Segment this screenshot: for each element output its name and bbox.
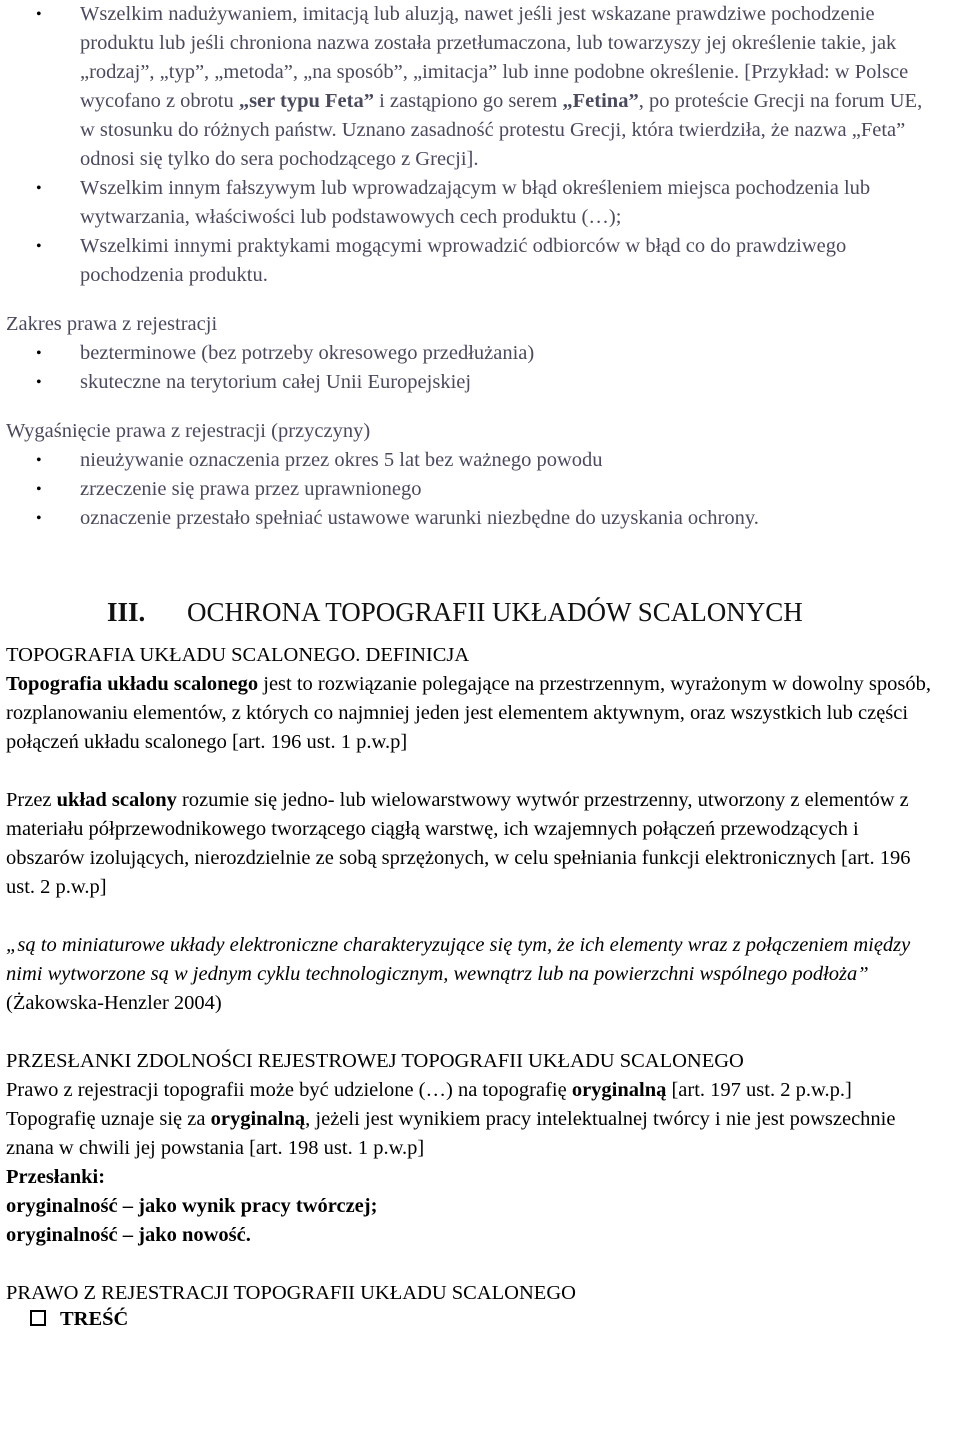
- definition-paragraph: [0, 670, 960, 757]
- bullet-bold-text: „Fetina”: [562, 90, 639, 112]
- list-item: • zrzeczenie się prawa przez uprawnionego: [0, 475, 960, 504]
- heading-suffix: (przyczyny): [266, 420, 371, 442]
- definition-heading: TOPOGRAFIA UKŁADU SCALONEGO. DEFINICJA: [6, 644, 470, 666]
- prawo-heading: PRAWO Z REJESTRACJI TOPOGRAFII UKŁADU SCALONEGO: [6, 1282, 576, 1304]
- przeslanki-heading: PRZESŁANKI ZDOLNOŚCI REJESTROWEJ TOPOGRAFII UKŁADU SCALONEGO: [6, 1050, 744, 1072]
- bullet-list-zakres: [0, 339, 960, 397]
- chapter-number: III.: [107, 597, 146, 627]
- chapter-title: OCHRONA TOPOGRAFII UKŁADÓW SCALONYCH: [187, 597, 803, 627]
- list-item: • nieużywanie oznaczenia przez okres 5 lat bez ważnego powodu: [0, 446, 960, 475]
- przeslanki-paragraph-1: [0, 1076, 960, 1105]
- section-heading-wygasniecie: [0, 417, 960, 446]
- section-heading-zakres: Zakres prawa z rejestracji: [6, 313, 218, 335]
- quote-author: (Żakowska-Henzler 2004): [6, 992, 222, 1014]
- list-item: • oznaczenie przestało spełniać ustawowe warunki niezbędne do uzyskania ochrony.: [0, 504, 960, 533]
- list-item: • skuteczne na terytorium całej Unii Europejskiej: [0, 368, 960, 397]
- list-item: [0, 0, 960, 174]
- heading-text: Wygaśnięcie prawa z rejestracji: [6, 420, 266, 442]
- paragraph-text: rozumie się jedno- lub wielowarstwowy wytwór przestrzenny, utworzony z elementów z materiału półprzewodnikowego tworzącego ciągłą warstwę, ich wzajemnych połączeń przewodzących i obszarów izolujących, nierozdzielnie ze sobą sprzężonych, w celu spełniania funkcji elektronicznych [art. 196 ust. 2 p.w.p]: [6, 789, 911, 898]
- bullet-bold-text: „ser typu Feta”: [238, 90, 374, 112]
- list-item: • Wszelkim innym fałszywym lub wprowadzającym w błąd określeniem miejsca pochodzenia lub wytwarzania, właściwości lub podstawowych cech produktu (…);: [0, 174, 960, 232]
- definition-text: jest to rozwiązanie polegające na przestrzennym, wyrażonym w dowolny sposób, rozplanowaniu elementów, z których co najmniej jeden jest elementem aktywnym, oraz wszystkich lub części połączeń układu scalonego [art. 196 ust. 1 p.w.p]: [6, 673, 932, 753]
- chapter-heading: [0, 595, 960, 629]
- list-item: • Wszelkimi innymi praktykami mogącymi wprowadzić odbiorców w błąd co do prawdziwego pochodzenia produktu.: [0, 232, 960, 290]
- quote-text: „są to miniaturowe układy elektroniczne charakteryzujące się tym, że ich elementy wraz z połączeniem między nimi wytworzone są w jednym cyklu technologicznym, wewnątrz lub na powierzchni wspólnego podłoża”: [6, 934, 911, 985]
- paragraph-term: układ scalony: [56, 789, 177, 811]
- paragraph-term: oryginalną: [571, 1079, 667, 1101]
- line-text: oryginalność – jako nowość.: [6, 1224, 251, 1246]
- paragraph-term: oryginalną: [210, 1108, 306, 1130]
- bullet-text: Wszelkim nadużywaniem, imitacją lub aluzją, nawet jeśli jest wskazane prawdziwe pochodzenie produktu lub jeśli chroniona nazwa została przetłumaczona, lub towarzyszy jej określenie takie, jak „rodzaj”, „typ”, „metoda”, „na sposób”, „imitacja” lub inne podobne określenie. [Przykład: w Polsce wycofano z obrotu: [80, 3, 909, 112]
- paragraph-text: Prawo z rejestracji topografii może być udzielone (…) na topografię: [6, 1079, 572, 1101]
- przeslanki-paragraph-2: [0, 1105, 960, 1163]
- przeslanki-label: [0, 1163, 960, 1192]
- przeslanki-line-2: [0, 1221, 960, 1250]
- tresc-label: TREŚĆ: [60, 1308, 129, 1330]
- integrated-circuit-paragraph: [0, 786, 960, 902]
- tresc-item: [0, 1305, 960, 1334]
- paragraph-text: Topografię uznaje się za: [6, 1108, 211, 1130]
- paragraph-text: [art. 197 ust. 2 p.w.p.]: [666, 1079, 852, 1101]
- list-item: • bezterminowe (bez potrzeby okresowego przedłużania): [0, 339, 960, 368]
- paragraph-text: , jeżeli jest wynikiem pracy intelektualnej twórcy i nie jest powszechnie znana w chwili jej powstania [art. 198 ust. 1 p.w.p]: [6, 1108, 896, 1159]
- bullet-text: , po proteście Grecji na forum UE, w stosunku do różnych państw. Uznano zasadność protestu Grecji, która twierdziła, że nazwa „Feta” odnosi się tylko do sera pochodzącego z Grecji].: [80, 90, 923, 170]
- line-text: oryginalność – jako wynik pracy twórczej;: [6, 1195, 378, 1217]
- label-text: Przesłanki:: [6, 1166, 106, 1188]
- bullet-text: i zastąpiono go serem: [373, 90, 563, 112]
- bullet-list-infringements: [0, 0, 960, 290]
- definition-term: Topografia układu scalonego: [6, 673, 259, 695]
- checkbox-square-icon: [30, 1310, 46, 1326]
- paragraph-text: Przez: [6, 789, 57, 811]
- quote-paragraph: [0, 931, 960, 1018]
- przeslanki-line-1: [0, 1192, 960, 1221]
- bullet-list-wygasniecie: [0, 446, 960, 533]
